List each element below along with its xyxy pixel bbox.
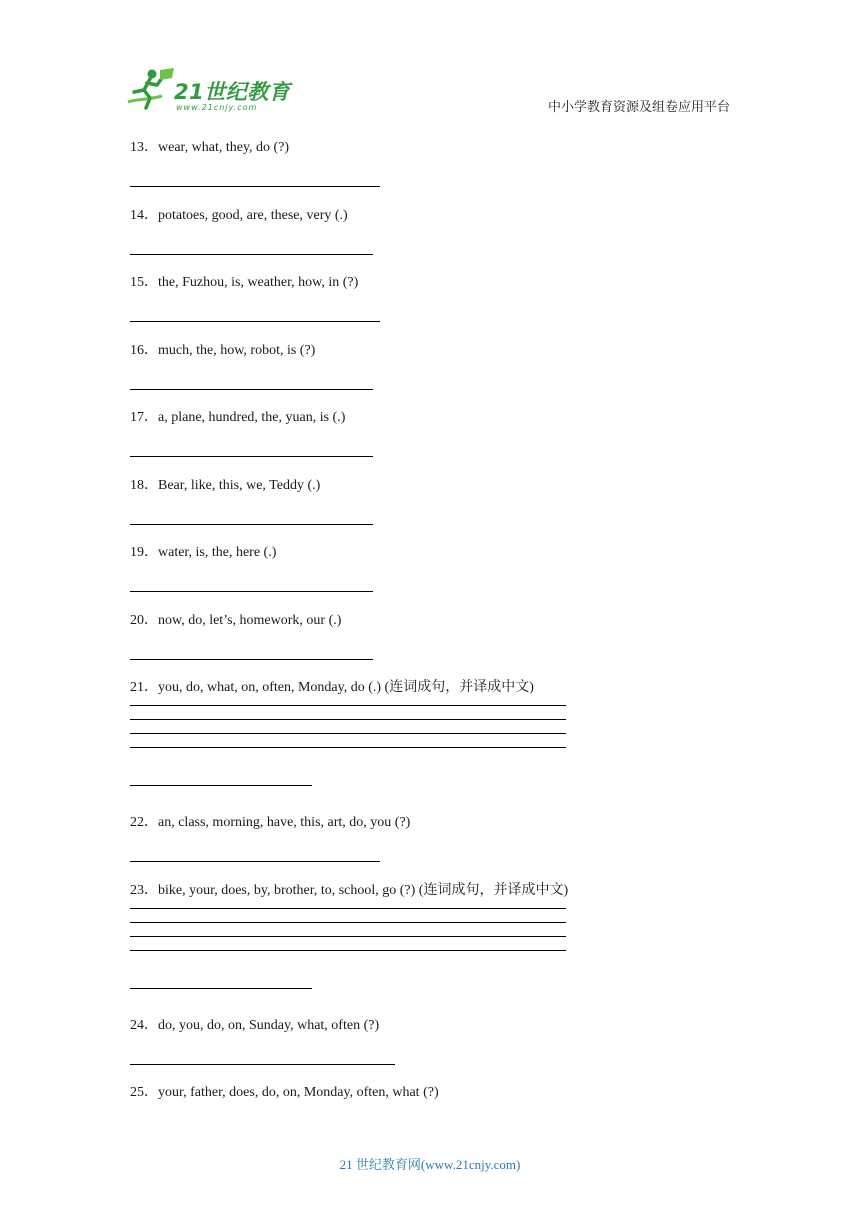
answer-line[interactable]: [130, 785, 312, 786]
platform-title: 中小学教育资源及组卷应用平台: [547, 99, 730, 114]
question-18: [130, 477, 730, 545]
ruled-line: [130, 719, 566, 720]
question-19: [130, 544, 730, 612]
question-20: [130, 612, 730, 680]
question-text: 21．you, do, what, on, often, Monday, do (.) (连词成句，并译成中文): [130, 680, 534, 695]
question-14: [130, 207, 730, 275]
question-23: [130, 882, 730, 1017]
question-21: [130, 679, 730, 814]
answer-line[interactable]: [130, 988, 312, 989]
page-footer: 21 世纪教育网(www.21cnjy.com): [339, 1157, 521, 1172]
answer-line[interactable]: [130, 321, 380, 322]
ruled-line: [130, 733, 566, 734]
question-15: [130, 274, 730, 342]
question-24: [130, 1017, 730, 1085]
ruled-line: [130, 908, 566, 909]
answer-line[interactable]: [130, 861, 380, 862]
answer-line[interactable]: [130, 591, 373, 592]
question-13: [130, 139, 730, 207]
question-text: 18．Bear, like, this, we, Teddy (.): [130, 477, 321, 493]
ruled-line: [130, 705, 566, 706]
logo-subtext: www.21cnjy.com: [176, 103, 258, 112]
question-text: 22．an, class, morning, have, this, art, do, you (?): [130, 815, 411, 830]
question-text: 19．water, is, the, here (.): [130, 545, 277, 560]
question-text: 24．do, you, do, on, Sunday, what, often (?): [130, 1017, 380, 1033]
question-text: 16．much, the, how, robot, is (?): [130, 342, 316, 358]
question-text: 17．a, plane, hundred, the, yuan, is (.): [130, 410, 346, 425]
answer-line[interactable]: [130, 1064, 395, 1065]
logo-text: 21世纪教育: [174, 80, 291, 104]
ruled-line: [130, 950, 566, 951]
question-17: [130, 409, 730, 477]
site-logo: [122, 66, 292, 116]
ruled-line: [130, 747, 566, 748]
answer-line[interactable]: [130, 254, 373, 255]
question-text: 13．wear, what, they, do (?): [130, 140, 290, 155]
ruled-line: [130, 936, 566, 937]
question-list: [130, 139, 730, 1152]
question-text: 15．the, Fuzhou, is, weather, how, in (?): [130, 275, 359, 290]
page-header: [0, 0, 860, 130]
question-22: [130, 814, 730, 882]
question-16: [130, 342, 730, 410]
question-text: 14．potatoes, good, are, these, very (.): [130, 207, 348, 223]
ruled-line: [130, 922, 566, 923]
answer-line[interactable]: [130, 389, 373, 390]
answer-line[interactable]: [130, 524, 373, 525]
question-25: [130, 1084, 730, 1152]
question-text: 20．now, do, let’s, homework, our (.): [130, 612, 342, 628]
question-text: 25．your, father, does, do, on, Monday, often, what (?): [130, 1085, 439, 1100]
runner-icon: [122, 66, 178, 116]
answer-line[interactable]: [130, 456, 373, 457]
question-text: 23．bike, your, does, by, brother, to, school, go (?) (连词成句，并译成中文): [130, 882, 569, 898]
answer-line[interactable]: [130, 186, 380, 187]
answer-line[interactable]: [130, 659, 373, 660]
